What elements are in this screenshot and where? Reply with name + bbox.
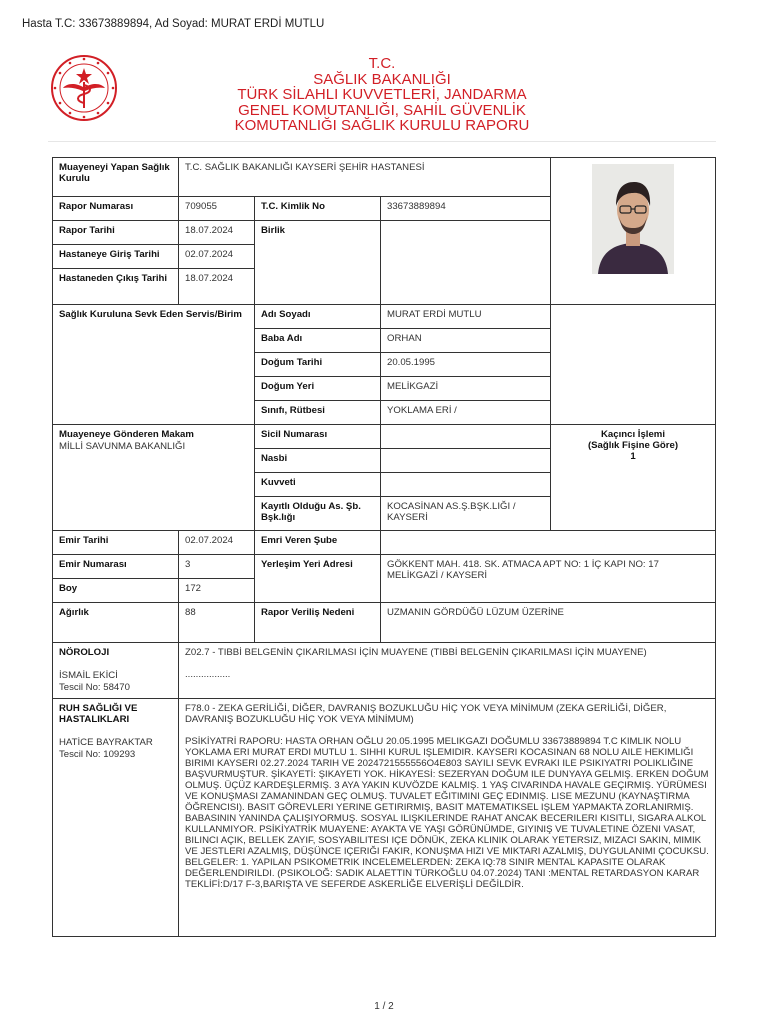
report-title	[180, 56, 584, 134]
birth-date-value: 20.05.1995	[381, 353, 551, 377]
sender-label: Muayeneye Gönderen Makam	[59, 429, 194, 440]
birth-place-value: MELİKGAZİ	[381, 377, 551, 401]
neuro-title: NÖROLOJI	[59, 647, 110, 658]
report-table	[52, 157, 716, 937]
registry-value	[381, 425, 551, 449]
name-value: MURAT ERDİ MUTLU	[381, 305, 551, 329]
psych-report: PSİKİYATRİ RAPORU: HASTA ORHAN OĞLU 20.05.1995 MELIKGAZI DOĞUMLU 33673889894 T.C KIMLIK NOLU YOKLAMA ERI MURAT ERDI MUTLU 1. SIHHI KURUL IŞLEMIDIR. KAYSERI KOCASINAN 68 NOLU AILE HEKIMLIĞI BIRIMI KAYSERI 02.27.2024 TARIH VE 2024721555556O4E803 SAYILI SEVK EVRAKI ILE PSIKIYATRI POLIKLIĞINE BAŞVURMUŞTUR. ŞİKAYETİ: ŞIKAYETI YOK. HİKAYESİ: SEZERYAN DOĞUM ILE DUNYAYA GELMIŞ. ERKEN DOĞUM OLMUŞ. ÜÇÜZ KARDEŞLERMIŞ. 3 AYA YAKIN KUVÖZDE KALMIŞ. 1 YAŞ CIVARINDA HAVALE GEÇIRMIŞ. YÜRÜMESI VE KONUŞMASI ZAMANINDAN GEÇ OLMUŞ. TUVALET EĞITIMINI GEÇ EDINMIŞ. LISE MEZUNU (KAYNAŞTIRMA ÖĞRENCISI). BASIT GÖREVLERI YERINE GETIRIRMIŞ, BASIT MATEMATIKSEL IŞLEM YAPMAKTA ZORLANIRMIŞ. BABASININ YANINDA ÇALIŞIYORMUŞ. SOSYAL ILIŞKILERINDE RAHAT ANCAK BECERILERI KISITLI, SIGARA ALKOL KULLANMIYOR. PSİKİYATRİK MUAYENE: AYAKTA VE YAŞI GÖRÜNÜMDE, GIYINIŞ VE TUVALETINE ÖZENI VASAT, BILINCI AÇIK, BELLEK ZAYIF, SOSYABILITESI IÇE DÖNÜK, ZEKA KLINIK OLARAK YETERSIZ, MIZACI SAKIN, MIMIK VE JESTLERI AZALMIŞ, DÜŞÜNCE IÇERIĞI FAKIR, KONUŞMA HIZI VE MIKTARI AZALMIŞ, DUYGULANIMI ÇOCUKSU. BELGELER: 1. YAPILAN PSIKOMETRIK INCELEMELERDEN: ZEKA IQ:78 SINIR MENTAL KAPASITE OLARAK DEĞERLENDIRILDI. (PSIKOLOĞ: SADIK ALAETTIN TÜRKOĞLU 04.07.2024) TANI :MENTAL RETARDASYON KARAR TEKLİFİ:D/17 F-3,BARIŞTA VE SEFERDE ASKERLİĞE ELVERİŞLİ DEĞİLDİR.	[185, 736, 709, 890]
psych-title: RUH SAĞLIĞI VE HASTALIKLARI	[59, 703, 138, 725]
admission-value: 02.07.2024	[179, 245, 255, 269]
referring-service-label: Sağlık Kuruluna Sevk Eden Servis/Birim	[59, 309, 242, 320]
title-line: KOMUTANLIĞI SAĞLIK KURULU RAPORU	[234, 117, 530, 135]
order-branch-value	[381, 531, 716, 555]
father-value: ORHAN	[381, 329, 551, 353]
branch-value: KOCASİNAN AS.Ş.BŞK.LIĞI / KAYSERİ	[381, 497, 551, 531]
order-no-label: Emir Numarası	[53, 555, 179, 579]
discharge-value: 18.07.2024	[179, 269, 255, 305]
height-label: Boy	[53, 579, 179, 603]
registry-label: Sicil Numarası	[255, 425, 381, 449]
board-label: Muayeneyi Yapan Sağlık Kurulu	[53, 158, 179, 197]
kuvveti-label: Kuvveti	[255, 473, 381, 497]
psych-registry: Tescil No: 109293	[59, 749, 136, 760]
name-label: Adı Soyadı	[255, 305, 381, 329]
order-no-value: 3	[179, 555, 255, 579]
patient-photo	[551, 158, 716, 305]
discharge-label: Hastaneden Çıkış Tarihi	[53, 269, 179, 305]
birth-place-label: Doğum Yeri	[255, 377, 381, 401]
sender	[53, 425, 255, 531]
neuro-content	[179, 643, 716, 699]
father-label: Baba Adı	[255, 329, 381, 353]
address-value: GÖKKENT MAH. 418. SK. ATMACA APT NO: 1 İÇ KAPI NO: 17 MELİKGAZİ / KAYSERİ	[381, 555, 716, 603]
weight-value: 88	[179, 603, 255, 643]
reason-value: UZMANIN GÖRDÜĞÜ LÜZUM ÜZERİNE	[381, 603, 716, 643]
times-value: 1	[630, 451, 636, 462]
reason-label: Rapor Veriliş Nedeni	[255, 603, 381, 643]
psych-doctor: HATİCE BAYRAKTAR	[59, 737, 153, 748]
report-no-label: Rapor Numarası	[53, 197, 179, 221]
patient-header: Hasta T.C: 33673889894, Ad Soyad: MURAT ERDİ MUTLU	[22, 18, 325, 30]
title-line: SAĞLIK BAKANLIĞI	[313, 70, 451, 88]
order-date-value: 02.07.2024	[179, 531, 255, 555]
weight-label: Ağırlık	[53, 603, 179, 643]
patient-photo-icon	[592, 164, 674, 274]
referring-service	[53, 305, 255, 425]
ministry-emblem-icon	[50, 54, 118, 122]
rank-label: Sınıfı, Rütbesi	[255, 401, 381, 425]
unit-value	[381, 221, 551, 305]
unit-label: Birlik	[255, 221, 381, 305]
header-divider	[48, 141, 716, 142]
kuvveti-value	[381, 473, 551, 497]
tc-value: 33673889894	[381, 197, 551, 221]
birth-date-label: Doğum Tarihi	[255, 353, 381, 377]
title-line: T.C.	[368, 55, 396, 72]
empty-cell	[551, 305, 716, 425]
rank-value: YOKLAMA ERİ /	[381, 401, 551, 425]
neuro-diagnosis: Z02.7 - TIBBİ BELGENİN ÇIKARILMASI İÇİN MUAYENE (TIBBİ BELGENİN ÇIKARILMASI İÇİN MUAYENE)	[185, 647, 647, 658]
neuro-doctor: İSMAİL EKİCİ	[59, 670, 118, 681]
height-value: 172	[179, 579, 255, 603]
psych-header	[53, 699, 179, 937]
report-date-label: Rapor Tarihi	[53, 221, 179, 245]
times-cell	[551, 425, 716, 531]
psych-diagnosis: F78.0 - ZEKA GERİLİĞİ, DİĞER, DAVRANIŞ BOZUKLUĞU HİÇ YOK VEYA MİNİMUM (ZEKA GERİLİĞİ, DİĞER, DAVRANIŞ BOZUKLUĞU HİÇ YOK VEYA MİNİMUM)	[185, 703, 667, 725]
page-number: 1 / 2	[374, 1001, 394, 1012]
report-no-value: 709055	[179, 197, 255, 221]
title-line: GENEL KOMUTANLIĞI, SAHİL GÜVENLİK	[238, 101, 526, 119]
neuro-registry: Tescil No: 58470	[59, 682, 130, 693]
board-value: T.C. SAĞLIK BAKANLIĞI KAYSERİ ŞEHİR HASTANESİ	[179, 158, 551, 197]
nasbi-label: Nasbi	[255, 449, 381, 473]
neuro-header	[53, 643, 179, 699]
order-date-label: Emir Tarihi	[53, 531, 179, 555]
branch-label: Kayıtlı Olduğu As. Şb. Bşk.lığı	[255, 497, 381, 531]
order-branch-label: Emri Veren Şube	[255, 531, 381, 555]
tc-label: T.C. Kimlik No	[255, 197, 381, 221]
report-date-value: 18.07.2024	[179, 221, 255, 245]
psych-content	[179, 699, 716, 937]
neuro-note: .................	[185, 669, 231, 680]
nasbi-value	[381, 449, 551, 473]
title-line: TÜRK SİLAHLI KUVVETLERİ, JANDARMA	[237, 86, 527, 104]
times-sub: (Sağlık Fişine Göre)	[587, 440, 679, 451]
times-label: Kaçıncı İşlemi	[601, 429, 665, 440]
address-label: Yerleşim Yeri Adresi	[255, 555, 381, 603]
admission-label: Hastaneye Giriş Tarihi	[53, 245, 179, 269]
sender-value: MİLLİ SAVUNMA BAKANLIĞI	[59, 441, 186, 452]
